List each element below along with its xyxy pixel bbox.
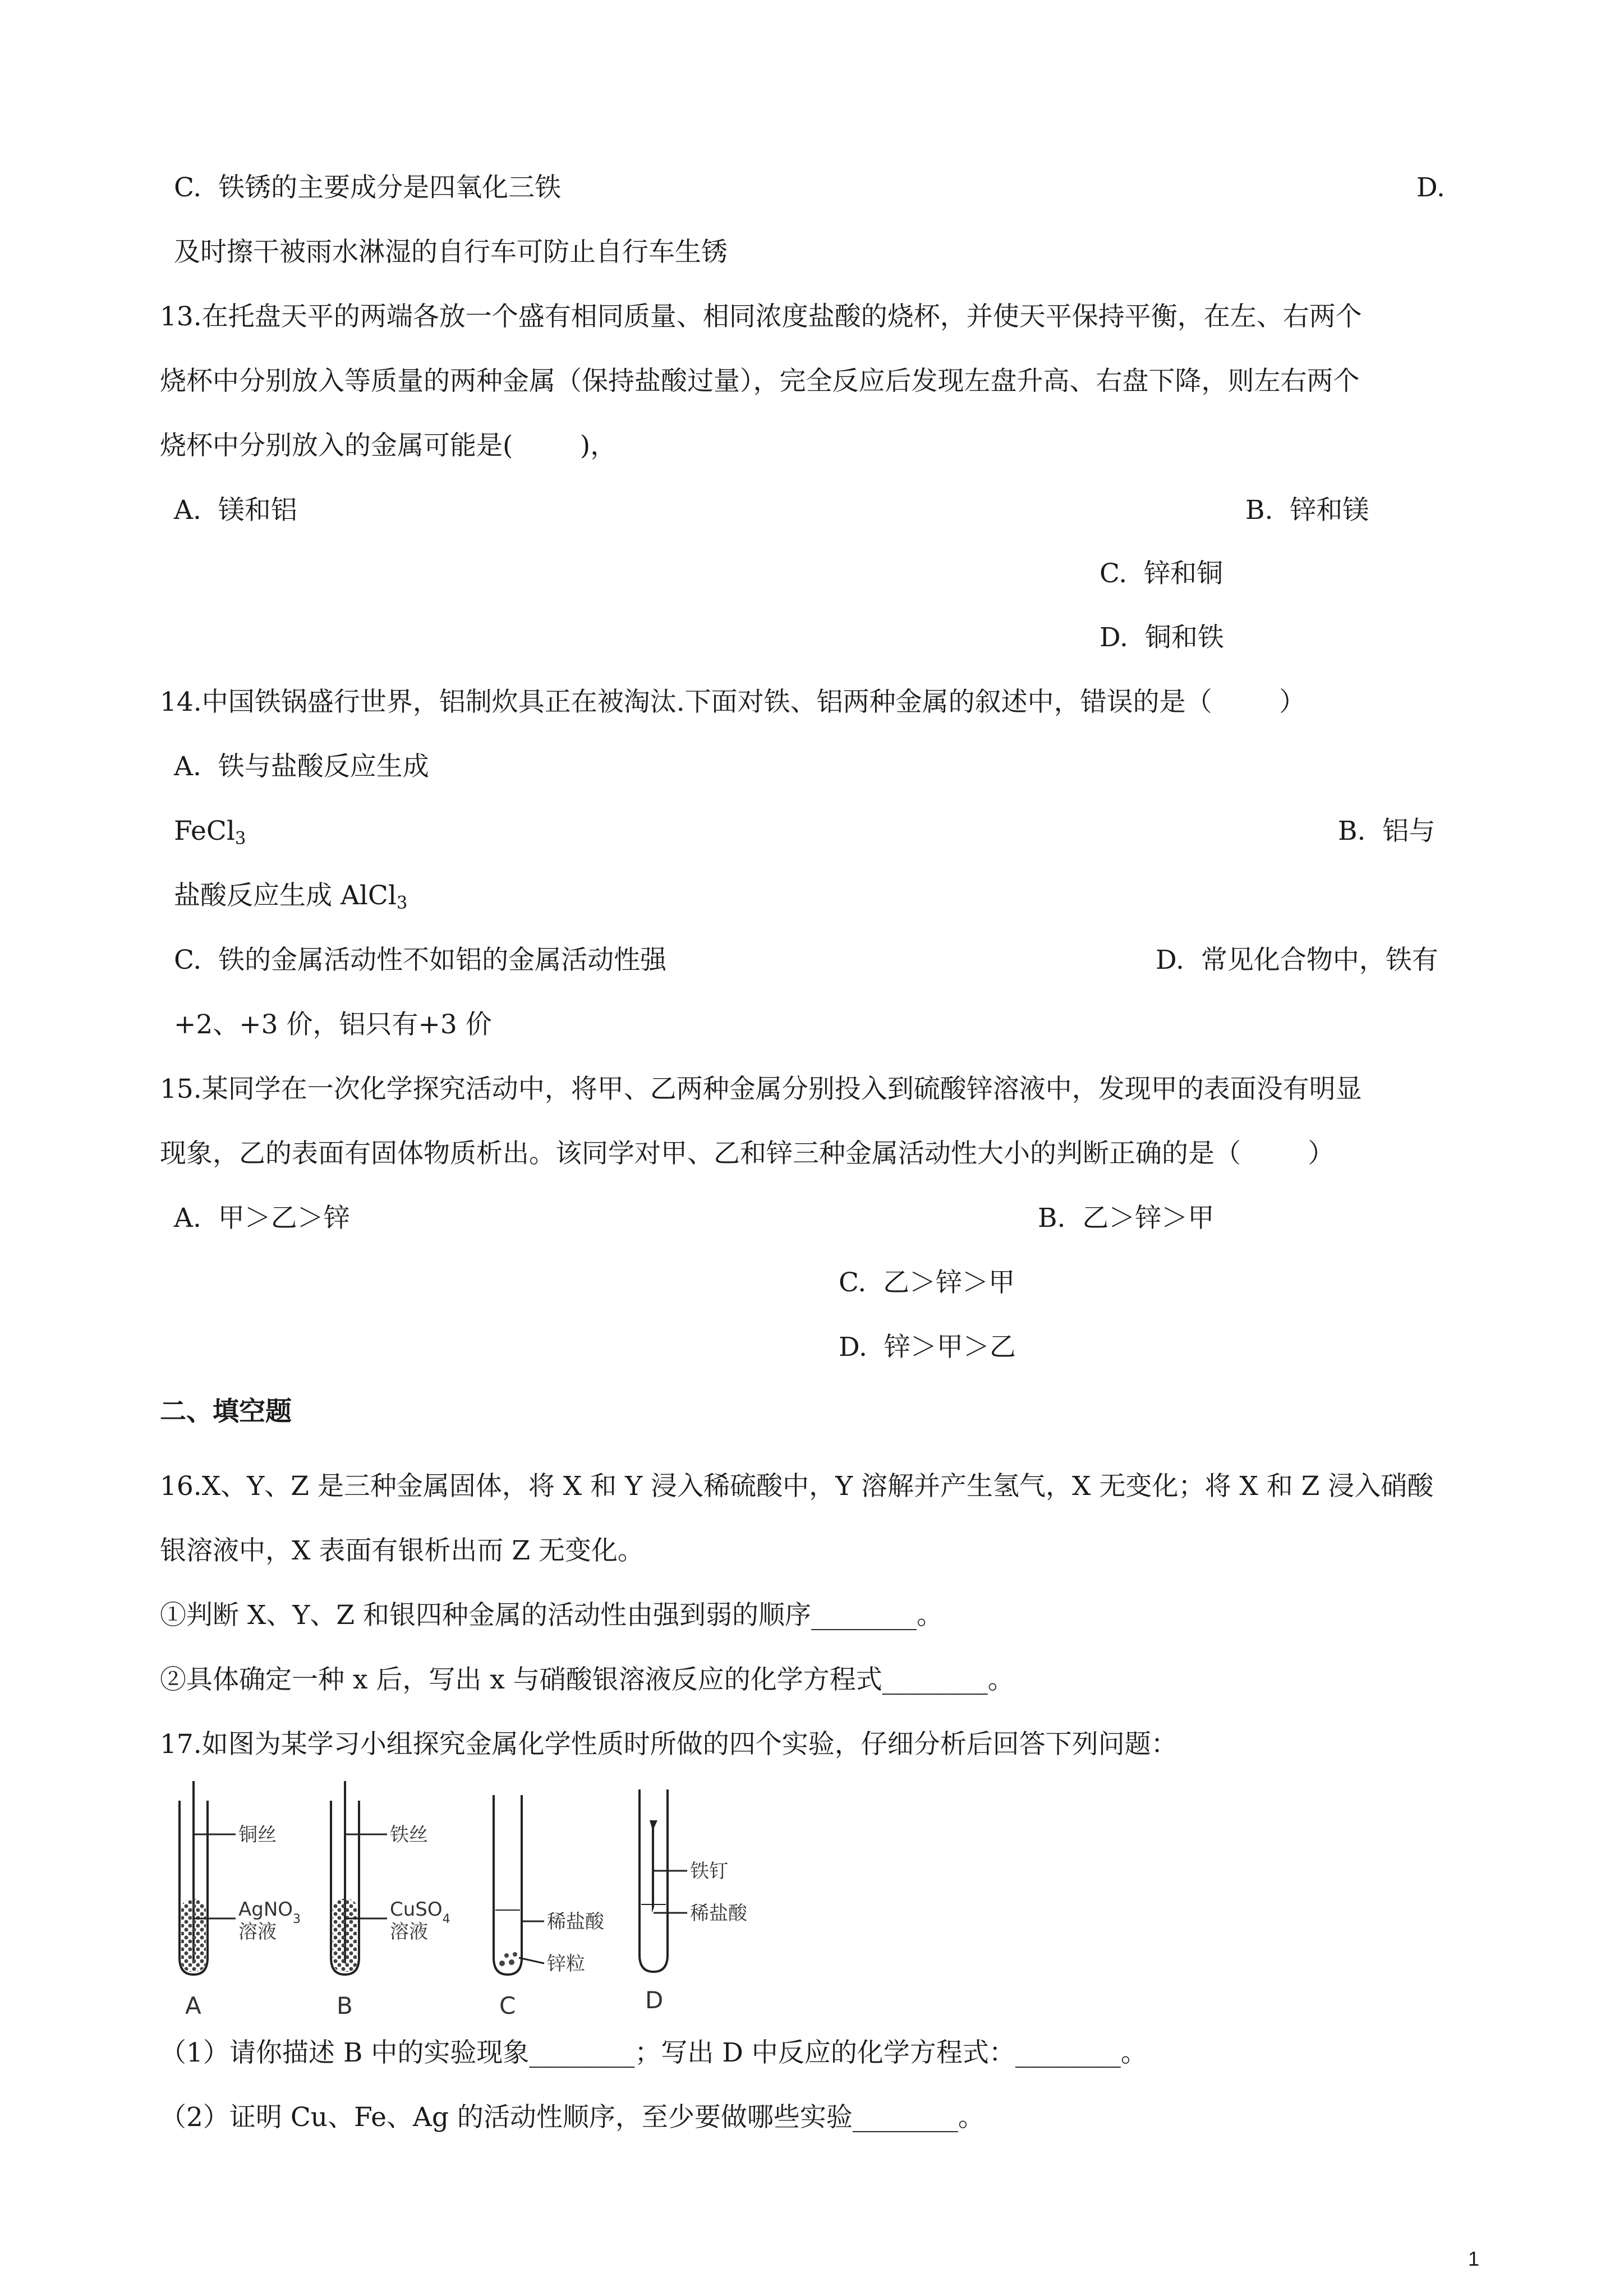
agno3-solution (181, 1899, 206, 1972)
test-tube-c (494, 1795, 605, 2019)
q14-option-c: C. 铁的金属活动性不如铝的金属活动性强 (174, 945, 667, 976)
q16-part2: ②具体确定一种 x 后，写出 x 与硝酸银溶液反应的化学方程式________。 (160, 1664, 1014, 1695)
q13-stem-line1: 13.在托盘天平的两端各放一个盛有相同质量、相同浓度盐酸的烧杯，并使天平保持平衡，在左、右两个 (160, 301, 1362, 332)
label-cuso4: CuSO$_4$ (390, 1898, 450, 1926)
q16-stem-line1: 16.X、Y、Z 是三种金属固体，将 X 和 Y 浸入稀硫酸中，Y 溶解并产生氢气，X 无变化；将 X 和 Z 浸入硝酸 (160, 1471, 1434, 1502)
page-number: 1 (1468, 2247, 1480, 2270)
q13-option-c: C. 锌和铜 (1099, 558, 1223, 589)
label-iron-wire: 铁丝 (390, 1824, 428, 1846)
iron-nail (650, 1820, 657, 1913)
q12-option-d: D. (1416, 172, 1445, 203)
label-copper-wire: 铜丝 (238, 1824, 277, 1846)
q14-stem-line1: 14.中国铁锅盛行世界，铝制炊具正在被淘汰.下面对铁、铝两种金属的叙述中，错误的是（ ） (160, 687, 1306, 717)
label-iron-nail: 铁钉 (690, 1860, 728, 1883)
zinc-granule (513, 1952, 517, 1957)
q17-stem-line1: 17.如图为某学习小组探究金属化学性质时所做的四个实验，仔细分析后回答下列问题： (160, 1729, 1177, 1760)
cuso4-solution (333, 1899, 357, 1972)
label-dilute-hcl-c: 稀盐酸 (547, 1911, 604, 1933)
q17-part2: （2）证明 Cu、Fe、Ag 的活动性顺序，至少要做哪些实验________。 (160, 2102, 984, 2133)
label-solution-a: 溶液 (238, 1921, 277, 1943)
q15-option-b: B. 乙＞锌＞甲 (1038, 1203, 1214, 1234)
q14-option-b: B. 铝与 (1338, 816, 1436, 846)
label-agno3: AgNO$_3$ (238, 1898, 301, 1926)
q12-option-d-cont: 及时擦干被雨水淋湿的自行车可防止自行车生锈 (174, 237, 728, 268)
q13-option-a: A. 镁和铝 (174, 495, 297, 526)
q15-option-c: C. 乙＞锌＞甲 (839, 1267, 1015, 1298)
q14-option-b-cont: 盐酸反应生成 AlCl$_3$ (174, 880, 408, 913)
q16-part1: ①判断 X、Y、Z 和银四种金属的活动性由强到弱的顺序________。 (160, 1600, 944, 1631)
zinc-granule (499, 1961, 505, 1966)
test-tube-b (331, 1781, 450, 2019)
q13-stem-line2: 烧杯中分别放入等质量的两种金属（保持盐酸过量），完全反应后发现左盘升高、右盘下降，则左右两个 (160, 366, 1360, 397)
q14-option-d: D. 常见化合物中，铁有 (1156, 945, 1438, 976)
label-zinc-granules: 锌粒 (547, 1953, 585, 1975)
q13-option-d: D. 铜和铁 (1099, 622, 1224, 653)
zinc-granule (504, 1953, 509, 1958)
label-solution-b: 溶液 (390, 1921, 428, 1943)
q13-stem-line3: 烧杯中分别放入的金属可能是( )， (160, 430, 617, 461)
tube-letter-b: B (337, 1992, 353, 2019)
q13-option-b: B. 锌和镁 (1245, 495, 1369, 526)
tube-letter-d: D (645, 1986, 664, 2014)
test-tube-a (180, 1781, 301, 2019)
q15-option-d: D. 锌＞甲＞乙 (839, 1332, 1016, 1363)
q15-option-a: A. 甲＞乙＞锌 (174, 1203, 350, 1234)
q17-part1: （1）请你描述 B 中的实验现象________；写出 D 中反应的化学方程式：________。 (160, 2037, 1147, 2068)
q14-option-a-formula: FeCl$_3$ (174, 816, 246, 849)
q14-option-d-cont: +2、+3 价，铝只有+3 价 (174, 1009, 492, 1040)
q15-stem-line1: 15.某同学在一次化学探究活动中，将甲、乙两种金属分别投入到硫酸锌溶液中，发现甲的表面没有明显 (160, 1074, 1362, 1105)
label-dilute-hcl-d: 稀盐酸 (690, 1902, 747, 1925)
tube-letter-a: A (185, 1992, 201, 2019)
test-tube-d (640, 1789, 748, 2014)
q12-option-c: C. 铁锈的主要成分是四氧化三铁 (174, 172, 562, 203)
experiment-figure (168, 1778, 797, 2025)
q15-stem-line2: 现象，乙的表面有固体物质析出。该同学对甲、乙和锌三种金属活动性大小的判断正确的是（ ） (160, 1138, 1335, 1169)
section-heading-fill-in: 二、填空题 (160, 1396, 292, 1427)
tube-letter-c: C (499, 1992, 516, 2019)
q16-stem-line2: 银溶液中，X 表面有银析出而 Z 无变化。 (160, 1535, 644, 1566)
zinc-granule (509, 1959, 514, 1965)
q14-option-a: A. 铁与盐酸反应生成 (174, 751, 429, 782)
